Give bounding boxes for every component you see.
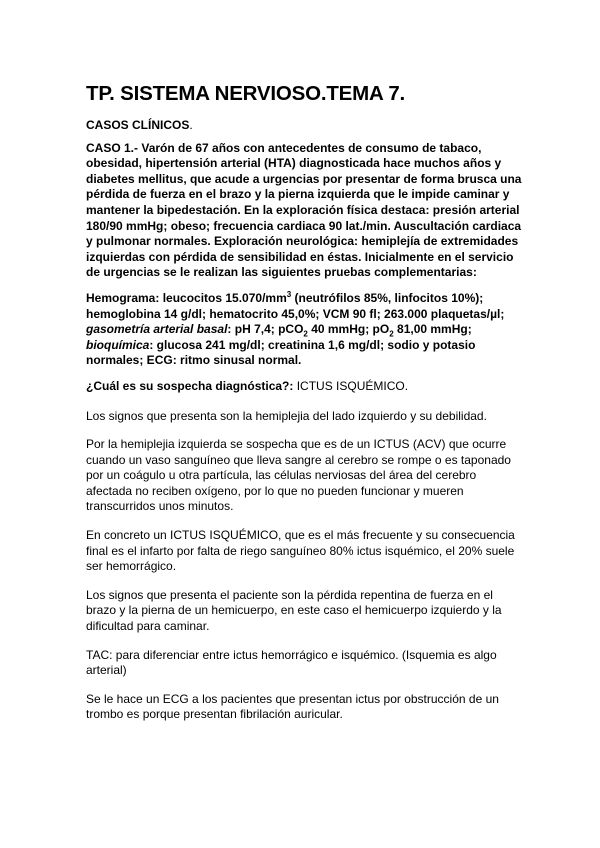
gasometria-text-a: : pH 7,4; pCO — [227, 322, 304, 337]
question-answer: ICTUS ISQUÉMICO. — [293, 378, 409, 393]
gasometria-label: gasometría arterial basal — [86, 322, 228, 337]
hemograma-label: Hemograma — [86, 290, 156, 305]
hemograma-text-a: : leucocitos 15.070/mm — [155, 290, 287, 305]
diagnosis-question — [86, 379, 522, 395]
case-text: - Varón de 67 años con antecedentes de consumo de tabaco, obesidad, hipertensión arterial (HTA) diagnosticada hace muchos años y diabetes mellitus, que acude a urgencias por presentar de forma brusca una pérdida de fuerza en el brazo y la pierna izquierda que le impide caminar y mantener la bipedestación. En la exploración física destaca: presión arterial 180/90 mmHg; obeso; frecuencia cardiaca 90 lat./min. Auscultación cardiaca y pulmonar normales. Exploración neurológica: hemiplejía de extremidades izquierdas con pérdida de sensibilidad en éstas. Inicialmente en el servicio de urgencias se le realizan las siguientes pruebas complementarias: — [86, 140, 522, 280]
answer-paragraph-4: Los signos que presenta el paciente son la pérdida repentina de fuerza en el brazo y la pierna de un hemicuerpo, en este caso el hemicuerpo izquierdo y la dificultad para caminar. — [86, 587, 502, 634]
lab-results — [86, 291, 522, 369]
section-heading-period: . — [189, 118, 193, 132]
case-label: CASO 1. — [86, 140, 135, 155]
answer-paragraph-1: Los signos que presenta son la hemiplejia del lado izquierdo y su debilidad. — [86, 408, 487, 423]
answer-paragraph-5: TAC: para diferenciar entre ictus hemorrágico e isquémico. (Isquemia es algo arterial) — [86, 647, 497, 678]
answer-paragraph-2: Por la hemiplejia izquierda se sospecha que es de un ICTUS (ACV) que ocurre cuando un vaso sanguíneo que lleva sangre al cerebro se rompe o es taponado por un coágulo u otra partícula, las células nerviosas del área del cerebro afectada no reciben oxígeno, por lo que no pueden funcionar y mueren transcurridos unos minutos. — [86, 437, 511, 514]
answer-paragraph-3: En concreto un ICTUS ISQUÉMICO, que es el más frecuente y su consecuencia final es el infarto por falta de riego sanguíneo 80% ictus isquémico, el 20% suele ser hemorrágico. — [86, 528, 515, 574]
section-heading-text: CASOS CLÍNICOS — [86, 118, 190, 132]
answer-paragraph-6: Se le hace un ECG a los pacientes que presentan ictus por obstrucción de un trombo es porque presentan fibrilación auricular. — [86, 691, 499, 722]
gasometria-subscript-1: 2 — [303, 329, 308, 339]
question-label: ¿Cuál es su sospecha diagnóstica?: — [86, 378, 294, 393]
page-title: TP. SISTEMA NERVIOSO.TEMA 7. — [86, 82, 406, 105]
document-content — [86, 82, 522, 736]
gasometria-text-c: 81,00 mmHg; — [393, 322, 472, 337]
case-description — [86, 141, 522, 281]
hemograma-text-b: (neutrófilos 85%, linfocitos 10%); hemoglobina 14 g/dl; hematocrito 45,0%; VCM 90 fl; 263.000 plaquetas/µl; — [86, 290, 505, 321]
gasometria-text-b: 40 mmHg; pO — [307, 322, 390, 337]
bioquimica-label: bioquímica — [86, 337, 150, 352]
bioquimica-text: : glucosa 241 mg/dl; creatinina 1,6 mg/dl; sodio y potasio normales; ECG: ritmo sinusal normal. — [86, 337, 476, 368]
section-heading — [86, 118, 522, 134]
gasometria-subscript-2: 2 — [389, 329, 394, 339]
hemograma-superscript: 3 — [286, 289, 292, 299]
